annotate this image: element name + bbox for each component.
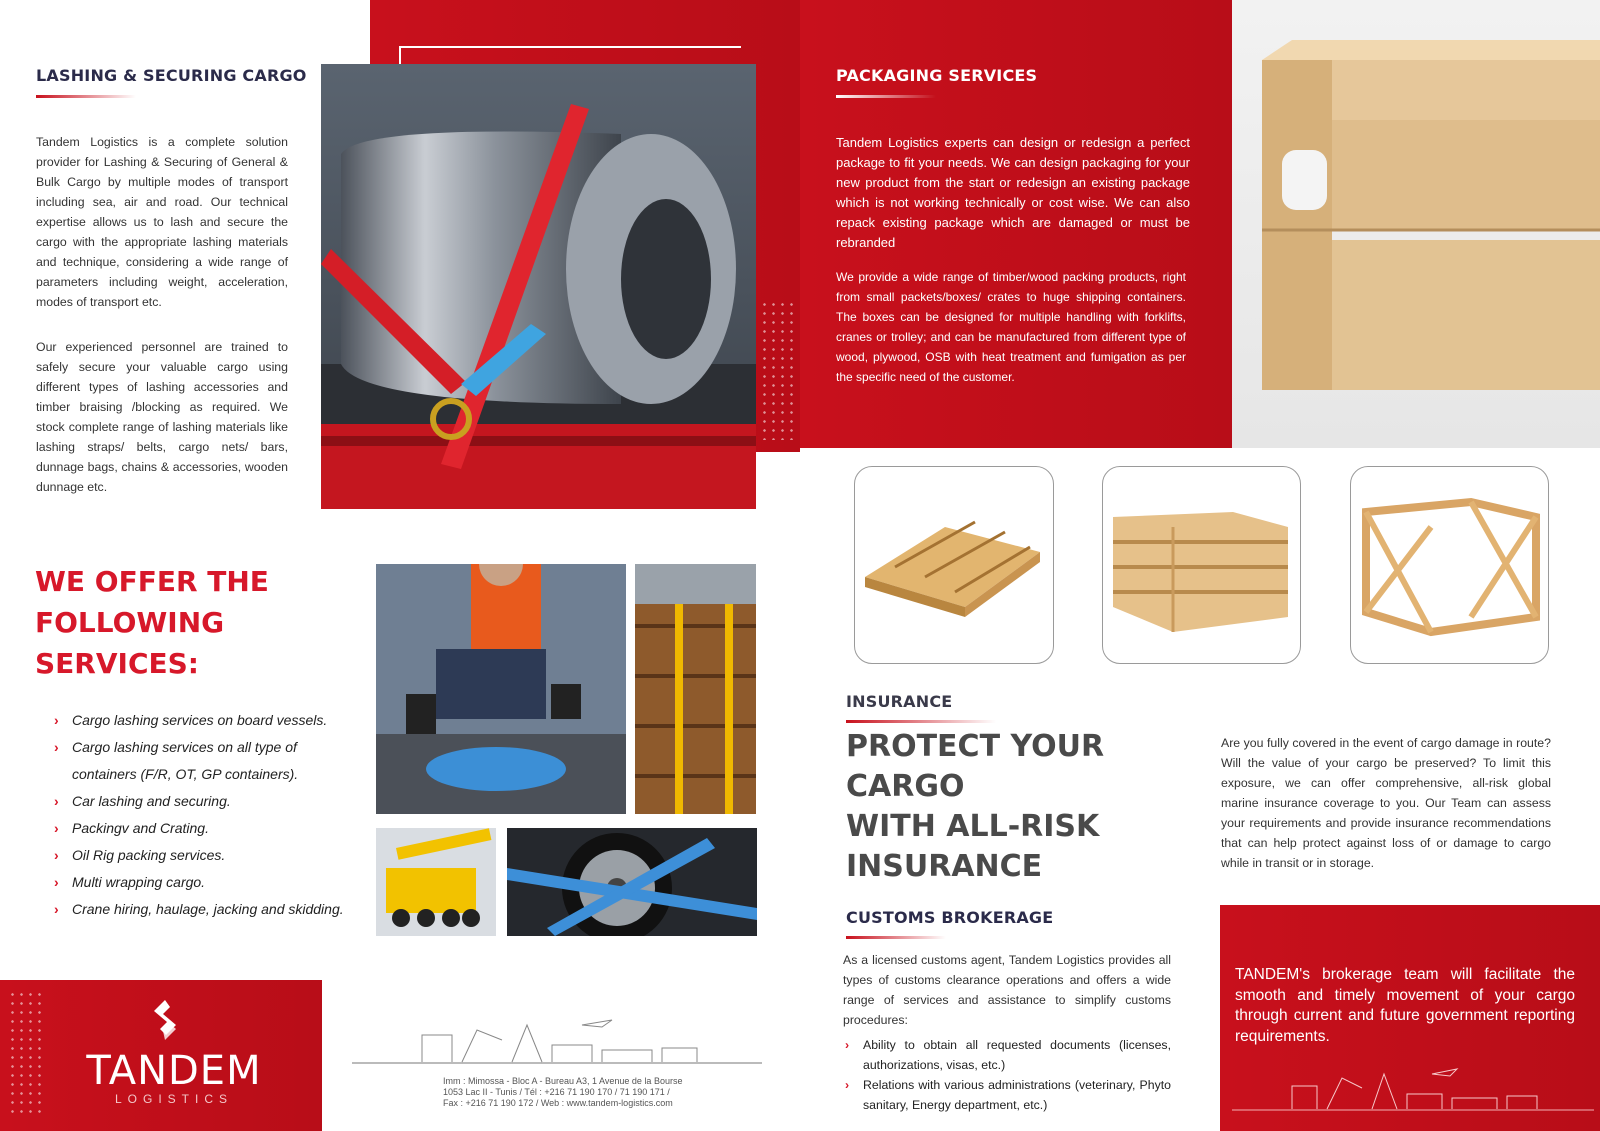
chevron-right-icon: › <box>845 1078 850 1092</box>
dot-pattern <box>760 300 798 440</box>
dot-pattern-logo <box>8 990 46 1115</box>
list-item <box>54 842 364 869</box>
logistics-skyline-illustration <box>352 1015 762 1065</box>
strapped-boards-photo <box>635 564 756 814</box>
lashing-title: LASHING & SECURING CARGO <box>36 66 307 85</box>
customs-title: CUSTOMS BROKERAGE <box>846 908 1054 927</box>
list-item <box>54 734 364 761</box>
packaging-paragraph-2: We provide a wide range of timber/wood packing products, right from small packets/boxes/ crates to huge shipping containers. The boxes can be designed for multiple handling with forklifts, cranes or trolley; and can be manufactured from different type of wood, plywood, OSB with heat treatment and fumigation as per the specific need of the customer. <box>836 270 1186 384</box>
chevron-right-icon: › <box>845 1038 850 1052</box>
packaging-title: PACKAGING SERVICES <box>836 66 1038 85</box>
list-item-text: containers (F/R, OT, GP containers). <box>72 766 299 782</box>
chevron-right-icon: › <box>54 793 59 809</box>
wooden-crate-photo <box>1232 0 1600 448</box>
list-item <box>54 869 364 896</box>
car-wheel-strap-photo <box>507 828 757 936</box>
address-line-3: Fax : +216 71 190 172 / Web : www.tandem-logistics.com <box>443 1098 673 1108</box>
list-item <box>845 1075 1171 1115</box>
brand-sub: LOGISTICS <box>114 1092 233 1106</box>
list-item-text: Multi wrapping cargo. <box>72 874 206 890</box>
services-list <box>54 707 364 923</box>
lashing-paragraph-2: Our experienced personnel are trained to safely secure your valuable cargo using different types of lashing accessories and timber braising /blocking as required. We stock complete range of lashing materials like lashing straps/ belts, cargo nets/ bars, dunnage bags, chains & accessories, wooden dunnage etc. <box>36 340 288 494</box>
list-item <box>54 707 364 734</box>
brokerage-text: TANDEM's brokerage team will facilitate the smooth and timely movement of your cargo through current and future government reporting requirements. <box>1235 966 1575 1045</box>
list-item-text: Car lashing and securing. <box>72 793 231 809</box>
customs-paragraph: As a licensed customs agent, Tandem Logistics provides all types of customs clearance operations and offers a wide range of services and assistance to simplify customs procedures: <box>843 953 1171 1027</box>
lashing-title-underline <box>36 95 136 98</box>
list-item <box>54 896 364 923</box>
offer-heading-line-3: SERVICES: <box>35 647 199 680</box>
crate-product-card <box>1102 466 1301 664</box>
brand-name: TANDEM <box>86 1048 262 1094</box>
worker-lashing-photo <box>376 564 626 814</box>
logistics-skyline-illustration-white <box>1232 1066 1594 1112</box>
customs-list <box>845 1035 1171 1115</box>
list-item <box>845 1035 1171 1075</box>
chevron-right-icon: › <box>54 874 59 890</box>
chevron-right-icon: › <box>54 739 59 755</box>
list-item <box>54 761 364 788</box>
address-line-2: 1053 Lac II - Tunis / Tél : +216 71 190 170 / 71 190 171 / <box>443 1087 670 1097</box>
list-item-text: Cargo lashing services on board vessels. <box>72 712 328 728</box>
tandem-s-logo-icon <box>150 998 180 1042</box>
list-item-text: Oil Rig packing services. <box>72 847 226 863</box>
wooden-case-product-card <box>1350 466 1549 664</box>
customs-title-underline <box>846 936 946 939</box>
crane-truck-photo <box>376 828 496 936</box>
chevron-right-icon: › <box>54 820 59 836</box>
list-item <box>54 815 364 842</box>
packaging-paragraph-1: Tandem Logistics experts can design or redesign a perfect package to fit your needs. We can design packaging for your new product from the start or redesign an existing package which is not working technically or cost wise. We can also repack existing package which are damaged or must be rebranded <box>836 135 1190 250</box>
chevron-right-icon: › <box>54 847 59 863</box>
insurance-label: INSURANCE <box>846 692 953 711</box>
packaging-title-underline <box>836 95 936 98</box>
list-item-text: Cargo lashing services on all type of <box>72 739 297 755</box>
list-item-text: Ability to obtain all requested documents (licenses, authorizations, visas, etc.) <box>863 1038 1171 1072</box>
offer-heading <box>35 561 335 684</box>
list-item-text: Packingv and Crating. <box>72 820 209 836</box>
chevron-right-icon: › <box>54 901 59 917</box>
address-line-1: Imm : Mimossa - Bloc A - Bureau A3, 1 Avenue de la Bourse <box>443 1076 683 1086</box>
insurance-heading-line-3: INSURANCE <box>846 849 1043 884</box>
address-block <box>443 1076 713 1109</box>
insurance-heading-line-2: WITH ALL-RISK <box>846 809 1100 844</box>
insurance-paragraph: Are you fully covered in the event of cargo damage in route? Will the value of your cargo be preserved? To limit this exposure, we can offer comprehensive, all-risk global marine insurance coverage to you. Our Team can assess your requirements and provide insurance recommendations that can help protect against loss of or damage to cargo while in transit or in storage. <box>1221 736 1551 870</box>
chevron-right-icon: › <box>54 712 59 728</box>
white-frame-line <box>399 46 741 48</box>
insurance-heading-line-1: PROTECT YOUR CARGO <box>846 729 1105 804</box>
list-item-text: Relations with various administrations (veterinary, Phyto sanitary, Energy department, etc.) <box>863 1078 1171 1112</box>
lashing-paragraph-1: Tandem Logistics is a complete solution provider for Lashing & Securing of General & Bulk Cargo by multiple modes of transport including sea, air and road. Our technical expertise allows us to lash and secure the cargo with the appropriate lashing materials and technique, considering a wide range of parameters including weight, acceleration, modes of transport etc. <box>36 135 288 309</box>
list-item-text: Crane hiring, haulage, jacking and skidding. <box>72 901 344 917</box>
steel-coil-photo <box>321 64 756 509</box>
insurance-label-underline <box>846 720 996 723</box>
insurance-heading <box>846 727 1206 887</box>
offer-heading-line-2: FOLLOWING <box>35 606 225 639</box>
offer-heading-line-1: WE OFFER THE <box>35 565 269 598</box>
list-item <box>54 788 364 815</box>
pallet-product-card <box>854 466 1054 664</box>
